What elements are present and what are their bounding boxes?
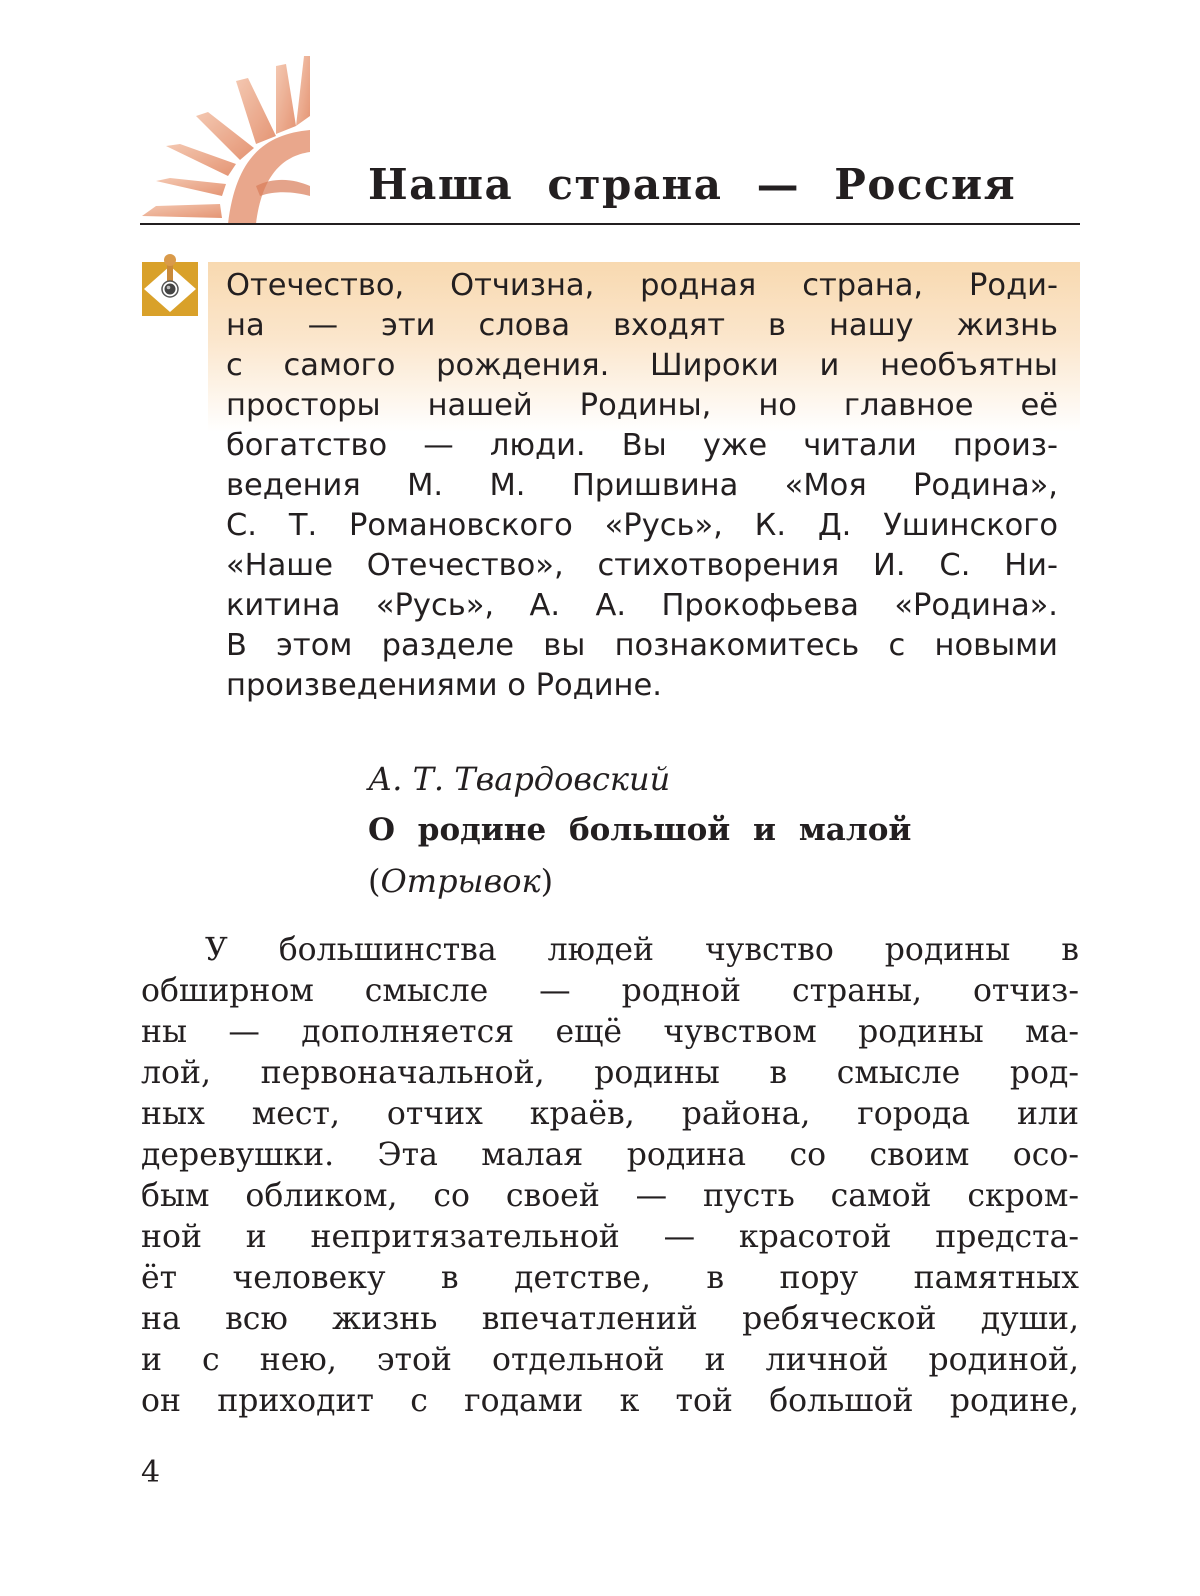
intro-line: с самого рождения. Широки и необъятны	[226, 348, 1058, 383]
body-line: бым обликом, со своей — пусть самой скром-	[141, 1178, 1079, 1214]
intro-line: ведения М. М. Пришвина «Моя Родина»,	[226, 468, 1058, 503]
body-line: и с нею, этой отдельной и личной родиной,	[141, 1342, 1079, 1378]
chapter-title: Наша страна — Россия	[368, 160, 1017, 209]
body-line: ны — дополняется ещё чувством родины ма-	[141, 1014, 1079, 1050]
work-title: О родине большой и малой	[368, 812, 912, 848]
intro-line: Отечество, Отчизна, родная страна, Роди-	[226, 268, 1058, 303]
reading-marker-icon	[142, 254, 198, 316]
intro-line: В этом разделе вы познакомитесь с новыми	[226, 628, 1058, 663]
intro-line: произведениями о Родине.	[226, 668, 662, 703]
body-line: У большинства людей чувство родины в	[205, 932, 1079, 968]
intro-line: китина «Русь», А. А. Прокофьева «Родина».	[226, 588, 1058, 623]
subtitle-close-paren: )	[540, 862, 554, 900]
sun-ornament-icon	[136, 56, 310, 224]
subtitle-text: Отрывок	[380, 862, 541, 900]
title-divider	[140, 223, 1080, 225]
body-line: лой, первоначальной, родины в смысле род-	[141, 1055, 1079, 1091]
body-line: на всю жизнь впечатлений ребяческой души,	[141, 1301, 1079, 1337]
intro-line: «Наше Отечество», стихотворения И. С. Ни-	[226, 548, 1058, 583]
body-line: ных мест, отчих краёв, района, города или	[141, 1096, 1079, 1132]
excerpt-body	[141, 930, 1079, 1422]
body-line: обширном смысле — родной страны, отчиз-	[141, 973, 1079, 1009]
page-number: 4	[141, 1455, 161, 1490]
intro-line: богатство — люди. Вы уже читали произ-	[226, 428, 1058, 463]
subtitle-open-paren: (	[368, 862, 381, 900]
body-line: деревушки. Эта малая родина со своим осо-	[141, 1137, 1079, 1173]
work-author: А. Т. Твардовский	[368, 760, 671, 798]
work-subtitle	[368, 862, 553, 900]
intro-line: С. Т. Романовского «Русь», К. Д. Ушинского	[226, 508, 1058, 543]
body-line: ёт человеку в детстве, в пору памятных	[141, 1260, 1079, 1296]
intro-paragraph	[226, 266, 1058, 706]
intro-line: просторы нашей Родины, но главное её	[226, 388, 1058, 423]
body-line: ной и непритязательной — красотой предста-	[141, 1219, 1079, 1255]
intro-line: на — эти слова входят в нашу жизнь	[226, 308, 1058, 343]
body-line: он приходит с годами к той большой родине,	[141, 1383, 1079, 1419]
